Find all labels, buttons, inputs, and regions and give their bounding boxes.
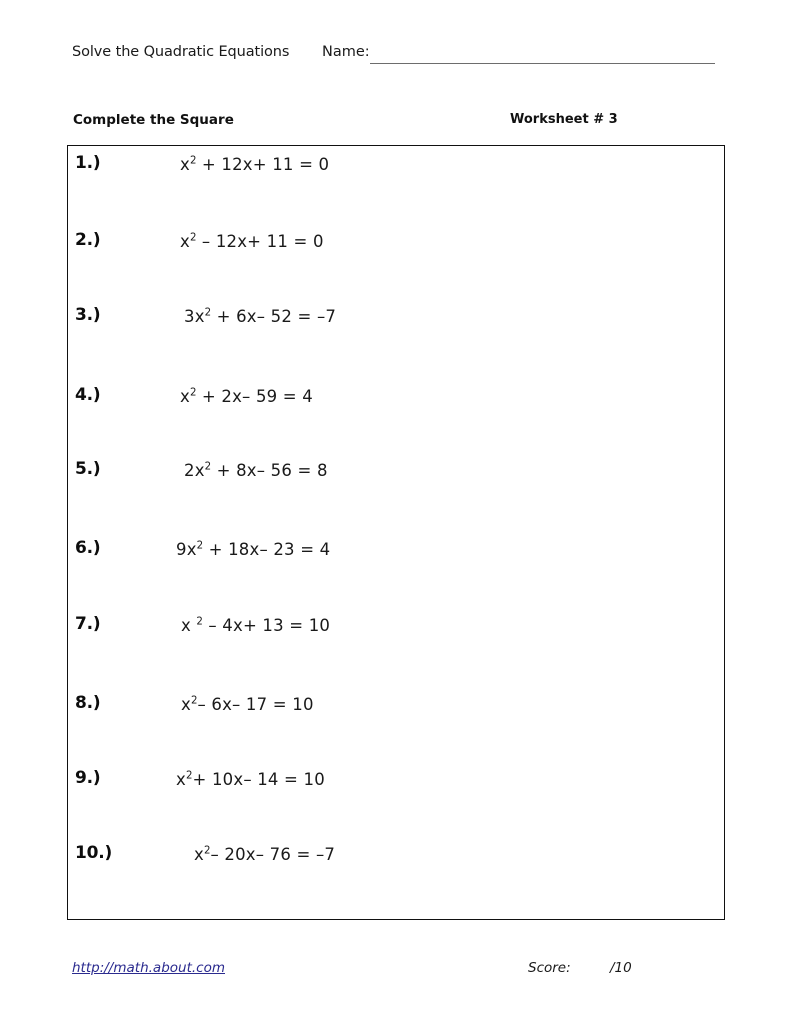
problem-number: 10.) [75, 843, 113, 863]
problem-row [68, 614, 724, 648]
problem-row [68, 693, 724, 727]
problem-number: 5.) [75, 459, 101, 479]
name-input-line[interactable] [370, 63, 715, 64]
problem-equation: x $^2$ – 4x+ 13 = 10 [181, 616, 331, 635]
problem-number: 3.) [75, 305, 101, 325]
problem-equation: $9x^2 + 18x-$ 23 = 4 [176, 540, 331, 559]
problem-equation: $x^2+ 10x-$ 14 = 10 [176, 770, 325, 789]
problem-equation: $x^2 + 2x-$ 59 = 4 [180, 387, 313, 406]
problem-number: 9.) [75, 768, 101, 788]
problem-equation: $x^2 - 12x+ 11 = 0$ [180, 232, 324, 251]
problem-equation: $x^2 + 12x+ 11 = 0$ [180, 155, 330, 174]
score-label: Score: [528, 960, 571, 976]
problem-number: 2.) [75, 230, 101, 250]
problem-number: 4.) [75, 385, 101, 405]
problem-row [68, 843, 724, 877]
problem-equation: $3x^2 + 6x-$ 52 = –7 [184, 307, 337, 326]
problem-row [68, 305, 724, 339]
problem-equation: $x^2-$ 6x– 17 = 10 [181, 695, 314, 714]
score-total: /10 [610, 960, 632, 976]
worksheet-number: Worksheet # 3 [510, 112, 618, 127]
problems-list [68, 146, 724, 919]
problem-row [68, 153, 724, 187]
problem-number: 7.) [75, 614, 101, 634]
problem-row [68, 768, 724, 802]
source-link[interactable]: http://math.about.com [72, 960, 225, 976]
page-title: Solve the Quadratic Equations [72, 44, 290, 60]
problem-row [68, 538, 724, 572]
topic-heading: Complete the Square [73, 112, 234, 128]
problem-equation: $2x^2 + 8x-$ 56 = 8 [184, 461, 328, 480]
problem-number: 8.) [75, 693, 101, 713]
problem-equation: $x^2-$ 20x– 76 = –7 [194, 845, 336, 864]
header [0, 44, 791, 68]
problem-row [68, 459, 724, 493]
subheader [0, 112, 791, 134]
name-label: Name: [322, 44, 370, 60]
problem-number: 6.) [75, 538, 101, 558]
problem-number: 1.) [75, 153, 101, 173]
problems-box [67, 145, 725, 920]
problem-row [68, 385, 724, 419]
footer [0, 960, 791, 986]
problem-row [68, 230, 724, 264]
